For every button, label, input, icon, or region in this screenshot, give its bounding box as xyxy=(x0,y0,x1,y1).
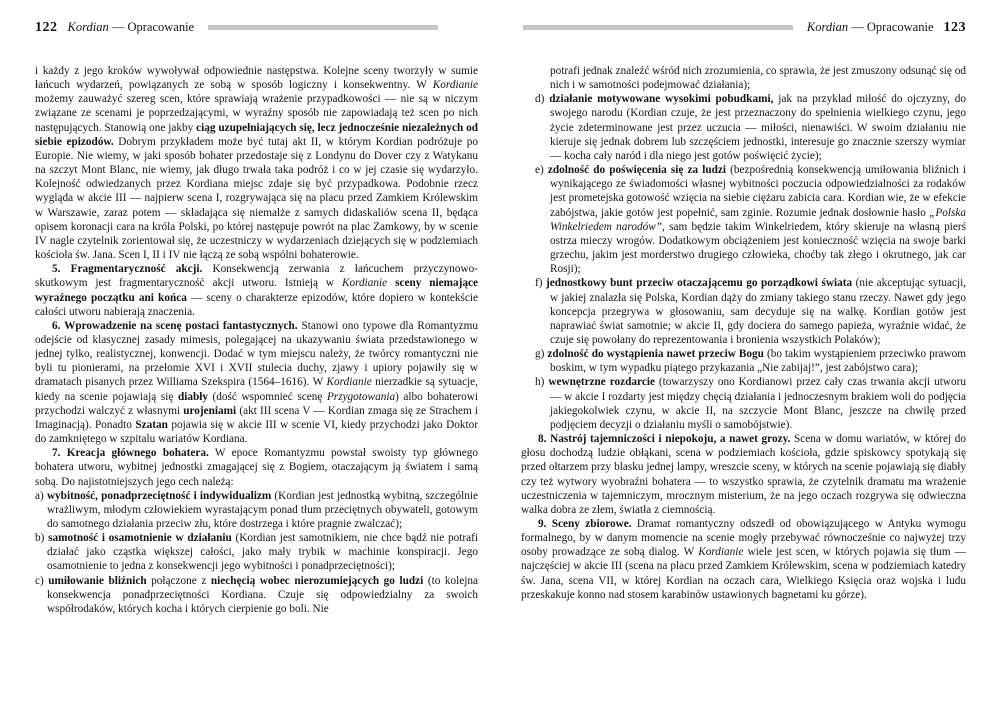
text-run: i każdy z jego kroków wywoływał odpowiednie następstwa. Kolejne sceny tworzyły w sumie łańcuch wydarzeń, powiązanych ze sobą w sposób logiczny i konsekwentny. W xyxy=(35,65,478,92)
text-run: pojawia się w akcie III w scenie VI, kiedy przychodzi jako Doktor do zamkniętego w szpitalu wariatów Kordiana. xyxy=(35,418,478,446)
page-left xyxy=(35,0,478,712)
paragraph xyxy=(35,319,478,446)
text-run: (Kordian jest jednostką wybitną, szczególnie wrażliwym, młodym człowiekiem wyrastającym ponad tłum przeciętnych obywateli, gotowym do samotnego działania przeciw złu, które dostrzega i które pragnie zwalczać); xyxy=(47,489,478,530)
text-run: ) albo bohaterowi przychodzi walczyć z własnymi xyxy=(35,390,478,417)
text-run: umiłowanie bliźnich xyxy=(48,574,147,587)
list-item xyxy=(35,574,478,616)
text-run: Konsekwencją zerwania z łańcuchem przyczynowo-skutkowym jest fragmentaryczność akcji utworu. Istnieją w xyxy=(35,263,478,290)
text-run: samotność i osamotnienie w działaniu xyxy=(48,532,232,545)
running-head-book-title: Kordian xyxy=(67,20,109,34)
list-marker: b) xyxy=(35,532,49,545)
text-run: Kordianie xyxy=(698,546,744,559)
text-run: urojeniami xyxy=(183,404,237,417)
list-marker: g) xyxy=(535,348,548,361)
text-run: działanie motywowane wysokimi pobudkami, xyxy=(549,93,774,106)
list-item xyxy=(521,276,966,347)
text-run: Dramat romantyczny odszedł od obowiązującego w Antyku wymogu formalnego, by w danym momencie na scenie mogły przebywać równocześnie co najwyżej trzy osoby prowadzące ze sobą dialog. W xyxy=(521,518,966,559)
list-marker: d) xyxy=(535,93,550,106)
header-rule-right xyxy=(523,25,793,30)
text-run: wewnętrzne rozdarcie xyxy=(548,376,655,389)
header-rule-left xyxy=(208,25,438,30)
running-head-left xyxy=(35,20,478,35)
list-marker: f) xyxy=(535,277,547,290)
text-run: 7. Kreacja głównego bohatera. xyxy=(52,447,209,460)
text-run: 9. Sceny zbiorowe. xyxy=(538,518,632,530)
list-item xyxy=(521,347,966,375)
text-run: niechęcią wobec nierozumiejących go ludzi xyxy=(210,574,424,587)
text-run: (towarzyszy ono Kordianowi przez cały czas trwania akcji utworu — w akcie I rozdarty jest między chęcią działania i jednoczesnym brakiem woli do podjęcia jakiegokolwiek czynu, w akcie II, na szczycie Mont Blanc, jeszcze na chwilę przed podjęciem decyzji o działaniu myśli o samobójstwie). xyxy=(550,376,966,431)
running-head-right xyxy=(521,20,966,35)
paragraph xyxy=(521,517,966,602)
text-run: Szatan xyxy=(135,418,168,431)
list-marker: c) xyxy=(35,574,49,587)
paragraph xyxy=(35,446,478,488)
text-run: (Kordian jest samotnikiem, nie chce bądź nie potrafi działać jako cząstka większej całości, jako mały trybik w machinie konspiracji. Jego osamotnienie to jedna z konsekwencji jego wybitności i ponadprzeciętności); xyxy=(47,532,478,573)
text-run: (akt III scena V — Kordian zmaga się ze Strachem i Imaginacją). Ponadto xyxy=(35,404,478,431)
text-run: Dobrym przykładem może być tutaj akt II, w którym Kordian podróżuje po Europie. Nie wiemy, w jaki sposób bohater przedostaje się z Londynu do Dover czy z Watykanu na szczyt Mont Blanc, nie wiemy, jak długo trwała taka podróż i co w jej czasie się wydarzyło. Kolejność odwiedzanych przez Kordiana miejsc zdaje się być przypadkowa. Podobnie rzecz wygląda w akcie III — najpierw scena I, rozgrywająca się na placu przed Zamkiem Królewskim w Warszawie, zaraz potem — składająca się niemalże z samych didaskaliów scena II, będąca opisem koronacji cara na króla Polski, po której następuje powrót na plac Zamkowy, by w scenie IV nagle czytelnik zorientował się, że uczestniczy w wydarzeniach dziejących się w podziemiach kościoła św. Jana. Scen I, II i IV nie łączą ze sobą wspólni bohaterowie. xyxy=(35,135,478,262)
paragraph xyxy=(521,432,966,517)
running-head-suffix: — Opracowanie xyxy=(108,20,195,34)
text-run: diabły xyxy=(177,390,208,403)
paragraph xyxy=(35,64,478,262)
page-number-left: 122 xyxy=(35,19,58,35)
text-run: 8. Nastrój tajemniczości i niepokoju, a nawet grozy. xyxy=(538,433,791,446)
list-marker: e) xyxy=(535,164,548,177)
running-head-title-left xyxy=(68,20,195,35)
text-run: Przygotowania xyxy=(326,390,396,403)
text-run: W epoce Romantyzmu powstał swoisty typ głównego bohatera utworu, wybitnej jednostki zmagającej się z Bogiem, otaczającym ją światem i samą sobą. Do najistotniejszych jego cech należą: xyxy=(35,447,478,488)
text-run: zdolność do poświęcenia się za ludzi xyxy=(547,164,727,177)
list-item xyxy=(521,375,966,432)
text-run: 6. Wprowadzenie na scenę postaci fantastycznych. xyxy=(52,319,298,332)
running-head-suffix: — Opracowanie xyxy=(848,20,934,34)
list-item xyxy=(35,531,478,573)
list-item xyxy=(35,489,478,531)
list-item xyxy=(521,92,966,163)
text-run: jednostkowy bunt przeciw otaczającemu go porządkowi świata xyxy=(546,277,853,290)
page-number-right: 123 xyxy=(943,19,966,35)
text-run: Kordianie xyxy=(326,376,372,389)
text-run: — sceny o charakterze epizodów, które dopiero w kontekście całości utworu nabierają znaczenia. xyxy=(35,291,478,318)
text-run: (bezpośrednią konsekwencją umiłowania bliźnich i wynikającego ze świadomości własnej wybitności poczucia odpowiedzialności za rodaków jest prometejska gotowość wzięcia na siebie ciężaru zabicia cara. Kordian wie, że w efekcie zabójstwa, jakie gotów jest popełnić, sam zginie. Rozumie jednak dosłownie hasło xyxy=(550,164,966,219)
list-marker: a) xyxy=(35,489,47,502)
page-left-body xyxy=(35,64,478,616)
text-run: potrafi jednak znaleźć wśród nich zrozumienia, co sprawia, że jest zmuszony odsunąć się od nich i w samotności podejmować działania); xyxy=(550,65,966,92)
text-run: „Polska Winkelriedem narodów”, xyxy=(550,206,966,233)
text-run: wiele jest scen, w których pojawia się tłum — najczęściej w akcie III (scena na placu przed Zamkiem Królewskim, scena w podziemiach katedry św. Jana, scena VII, w której Kordian na oczach cara, Wielkiego Księcia oraz wojska i ludu przeskakuje konno nad stosem karabinów ustawionych bagnetami ku górze). xyxy=(521,546,966,601)
text-run: połączone z xyxy=(146,574,211,587)
text-run: nierzadkie są sytuacje, kiedy na scenie pojawiają się xyxy=(35,376,478,403)
text-run: (dość wspomnieć scenę xyxy=(207,390,327,403)
text-run: wybitność, ponadprzeciętność i indywidualizm xyxy=(46,489,272,502)
text-run: Kordianie xyxy=(432,79,478,92)
text-run: Scena w domu wariatów, w której do głosu dochodzą ludzie obłąkani, scena w podziemiach kościoła, gdzie spiskowcy spotykają się przed ołtarzem przy blasku jednej lampy, wreszcie sceny, w których na scenie pojawiają się diabły czy też wytwory wyobraźni bohatera — to wszystko sprawia, że czytelnik dramatu ma wrażenie uczestniczenia w tajemniczym, mrocznym misterium, że na jego oczach rozgrywa się odwieczna walka dobra ze złem, światła z ciemnością. xyxy=(521,433,966,516)
running-head-title-right xyxy=(807,20,934,35)
text-run: sam będzie takim Winkelriedem, który skieruje na własną pierś ostrza mieczy wrogów. Dodatkowym obciążeniem jest konieczność wzięcia na swoje barki grzechu, jakim jest morderstwo drugiego człowieka, choćby tak złego i okrutnego, jak car Rosji); xyxy=(550,220,966,276)
text-run: (nie akceptując sytuacji, w jakiej znalazła się Polska, Kordian dąży do zmiany takiego stanu rzeczy. Nawet gdy jego koncepcja przegrywa w głosowaniu, sam decyduje się na walkę. Kordian gotów jest naprawiać świat samotnie; w akcie II, gdy dociera do samego papieża, wyraźnie widać, że czuje się powołany do reprezentowania i bronienia wszystkich Polaków); xyxy=(550,277,966,346)
text-run: (to kolejna konsekwencja ponadprzeciętności Kordiana. Czuje się odpowiedzialny za swoich współrodaków, których kocha i których cierpienie go boli. Nie xyxy=(47,574,478,615)
list-marker: h) xyxy=(535,376,549,389)
running-head-book-title: Kordian xyxy=(806,20,849,34)
text-run: jak na przykład miłość do ojczyzny, do swojego narodu (Kordian czuje, że jest przeznaczony do spełnienia wielkiego czynu, jego życie zdeterminowane jest przez uczucia — miłości, nienawiści. W swoim działaniu nie kieruje się jednak dobrem lub szczęściem jednostki, interesuje go znacznie szerszy wymiar — kocha cały naród i dla niego jest gotów poświęcić życie); xyxy=(550,93,966,162)
paragraph xyxy=(521,64,966,92)
page-right xyxy=(521,0,966,712)
text-run: zdolność do wystąpienia nawet przeciw Bogu xyxy=(547,348,764,361)
text-run: Kordianie xyxy=(341,277,388,290)
text-run: Stanowi ono typowe dla Romantyzmu odejście od klasycznej zasady mimesis, polegającej na ukazywaniu świata przedstawionego w jednej tylko, realistycznej, konwencji. Dodać w tym miejscu należy, że twórcy romantyczni nie byli tu pionierami, na przełomie XVI i XVII stulecia duchy, zjawy i upiory pojawiły się w dramatach pisanych przez Williama Szekspira (1564–1616). W xyxy=(35,319,478,389)
page-right-body xyxy=(521,64,966,602)
paragraph xyxy=(35,262,478,319)
text-run: 5. Fragmentaryczność akcji. xyxy=(52,263,203,276)
text-run: ciąg uzupełniających się, lecz jednocześnie niezależnych od siebie epizodów. xyxy=(35,121,478,148)
list-item xyxy=(521,163,966,276)
text-run: sceny niemające wyraźnego początku ani końca xyxy=(35,277,478,304)
text-run: (bo takim wystąpieniem przeciwko prawom boskim, w tym wypadku piątego przykazania „Nie zabijaj!”, jest zabójstwo cara); xyxy=(550,348,966,375)
text-run: możemy zauważyć szereg scen, które sprawiają wrażenie przypadkowości — nie są w niczym związane ze scenami je poprzedzającymi, w wyraźny sposób nie zapowiadają też scen po nich następujących. Stanowią one jakby xyxy=(35,93,478,134)
